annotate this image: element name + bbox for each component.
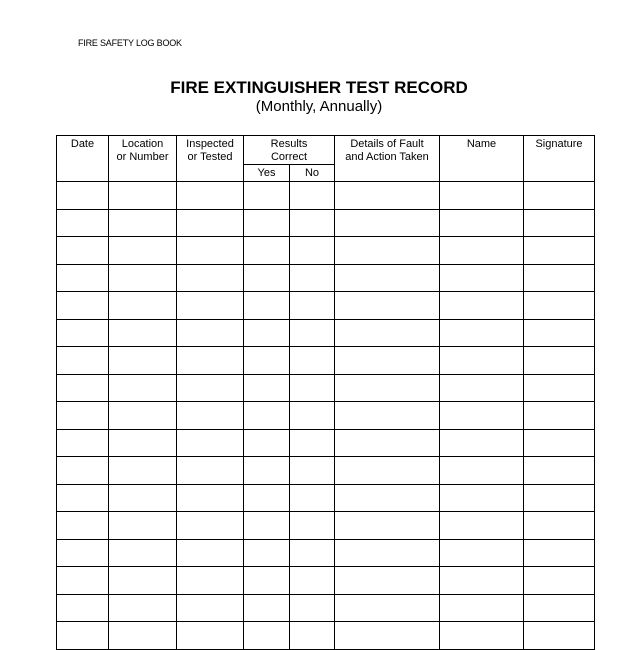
page-subtitle: (Monthly, Annually) <box>255 98 383 115</box>
table-row <box>57 182 595 210</box>
inspected-cell[interactable] <box>177 429 244 457</box>
test-record-table <box>56 135 595 650</box>
inspected-cell[interactable] <box>177 484 244 512</box>
yes-cell[interactable] <box>244 594 290 622</box>
date-cell[interactable] <box>57 237 109 265</box>
signature-cell[interactable] <box>524 594 595 622</box>
no-cell[interactable] <box>290 512 335 540</box>
location-cell[interactable] <box>109 319 177 347</box>
table-row <box>57 539 595 567</box>
column-header-date: Date <box>57 136 109 182</box>
yes-cell[interactable] <box>244 264 290 292</box>
table-row <box>57 264 595 292</box>
date-cell[interactable] <box>57 594 109 622</box>
location-cell[interactable] <box>109 539 177 567</box>
name-cell[interactable] <box>440 484 524 512</box>
date-cell[interactable] <box>57 567 109 595</box>
name-cell[interactable] <box>440 209 524 237</box>
record-rows <box>57 182 595 650</box>
yes-cell[interactable] <box>244 539 290 567</box>
location-cell[interactable] <box>109 429 177 457</box>
inspected-cell[interactable] <box>177 567 244 595</box>
column-header-results: Results Correct <box>244 136 335 165</box>
table-row <box>57 319 595 347</box>
inspected-cell[interactable] <box>177 319 244 347</box>
table-row <box>57 374 595 402</box>
no-cell[interactable] <box>290 319 335 347</box>
table-row <box>57 457 595 485</box>
location-cell[interactable] <box>109 457 177 485</box>
column-header-name: Name <box>440 136 524 182</box>
table-row <box>57 237 595 265</box>
name-cell[interactable] <box>440 594 524 622</box>
yes-cell[interactable] <box>244 292 290 320</box>
yes-cell[interactable] <box>244 182 290 210</box>
name-cell[interactable] <box>440 539 524 567</box>
no-cell[interactable] <box>290 594 335 622</box>
details-cell[interactable] <box>335 182 440 210</box>
details-cell[interactable] <box>335 512 440 540</box>
yes-cell[interactable] <box>244 374 290 402</box>
no-cell[interactable] <box>290 567 335 595</box>
yes-cell[interactable] <box>244 512 290 540</box>
inspected-cell[interactable] <box>177 264 244 292</box>
details-cell[interactable] <box>335 484 440 512</box>
location-cell[interactable] <box>109 484 177 512</box>
yes-cell[interactable] <box>244 429 290 457</box>
no-cell[interactable] <box>290 429 335 457</box>
date-cell[interactable] <box>57 374 109 402</box>
name-cell[interactable] <box>440 182 524 210</box>
yes-cell[interactable] <box>244 319 290 347</box>
details-cell[interactable] <box>335 429 440 457</box>
details-cell[interactable] <box>335 567 440 595</box>
signature-cell[interactable] <box>524 319 595 347</box>
details-cell[interactable] <box>335 264 440 292</box>
column-header-signature: Signature <box>524 136 595 182</box>
column-header-yes: Yes <box>244 165 290 182</box>
no-cell[interactable] <box>290 182 335 210</box>
inspected-cell[interactable] <box>177 457 244 485</box>
inspected-cell[interactable] <box>177 347 244 375</box>
location-cell[interactable] <box>109 264 177 292</box>
date-cell[interactable] <box>57 484 109 512</box>
yes-cell[interactable] <box>244 347 290 375</box>
date-cell[interactable] <box>57 347 109 375</box>
inspected-cell[interactable] <box>177 512 244 540</box>
signature-cell[interactable] <box>524 264 595 292</box>
details-cell[interactable] <box>335 374 440 402</box>
details-cell[interactable] <box>335 402 440 430</box>
name-cell[interactable] <box>440 429 524 457</box>
details-cell[interactable] <box>335 594 440 622</box>
table-row <box>57 347 595 375</box>
signature-cell[interactable] <box>524 622 595 650</box>
page-title: FIRE EXTINGUISHER TEST RECORD <box>170 78 468 97</box>
location-cell[interactable] <box>109 622 177 650</box>
no-cell[interactable] <box>290 292 335 320</box>
no-cell[interactable] <box>290 484 335 512</box>
location-cell[interactable] <box>109 182 177 210</box>
inspected-cell[interactable] <box>177 594 244 622</box>
signature-cell[interactable] <box>524 512 595 540</box>
inspected-cell[interactable] <box>177 539 244 567</box>
signature-cell[interactable] <box>524 484 595 512</box>
location-cell[interactable] <box>109 512 177 540</box>
location-cell[interactable] <box>109 347 177 375</box>
date-cell[interactable] <box>57 264 109 292</box>
inspected-cell[interactable] <box>177 209 244 237</box>
signature-cell[interactable] <box>524 402 595 430</box>
column-header-inspected: Inspected or Tested <box>177 136 244 182</box>
inspected-cell[interactable] <box>177 182 244 210</box>
no-cell[interactable] <box>290 457 335 485</box>
name-cell[interactable] <box>440 264 524 292</box>
yes-cell[interactable] <box>244 457 290 485</box>
date-cell[interactable] <box>57 209 109 237</box>
column-header-no: No <box>290 165 335 182</box>
signature-cell[interactable] <box>524 429 595 457</box>
location-cell[interactable] <box>109 292 177 320</box>
yes-cell[interactable] <box>244 402 290 430</box>
no-cell[interactable] <box>290 374 335 402</box>
column-header-location: Location or Number <box>109 136 177 182</box>
table-row <box>57 209 595 237</box>
inspected-cell[interactable] <box>177 237 244 265</box>
signature-cell[interactable] <box>524 209 595 237</box>
column-header-details: Details of Fault and Action Taken <box>335 136 440 182</box>
location-cell[interactable] <box>109 402 177 430</box>
date-cell[interactable] <box>57 319 109 347</box>
yes-cell[interactable] <box>244 237 290 265</box>
table-row <box>57 567 595 595</box>
inspected-cell[interactable] <box>177 374 244 402</box>
signature-cell[interactable] <box>524 539 595 567</box>
signature-cell[interactable] <box>524 292 595 320</box>
inspected-cell[interactable] <box>177 292 244 320</box>
location-cell[interactable] <box>109 594 177 622</box>
signature-cell[interactable] <box>524 347 595 375</box>
no-cell[interactable] <box>290 264 335 292</box>
location-cell[interactable] <box>109 209 177 237</box>
table-row <box>57 484 595 512</box>
no-cell[interactable] <box>290 402 335 430</box>
details-cell[interactable] <box>335 347 440 375</box>
name-cell[interactable] <box>440 319 524 347</box>
signature-cell[interactable] <box>524 374 595 402</box>
date-cell[interactable] <box>57 182 109 210</box>
header-row <box>57 136 595 165</box>
date-cell[interactable] <box>57 402 109 430</box>
inspected-cell[interactable] <box>177 622 244 650</box>
logbook-header-label: FIRE SAFETY LOG BOOK <box>78 38 182 48</box>
yes-cell[interactable] <box>244 567 290 595</box>
no-cell[interactable] <box>290 237 335 265</box>
table-row <box>57 292 595 320</box>
signature-cell[interactable] <box>524 567 595 595</box>
date-cell[interactable] <box>57 292 109 320</box>
name-cell[interactable] <box>440 292 524 320</box>
details-cell[interactable] <box>335 319 440 347</box>
yes-cell[interactable] <box>244 484 290 512</box>
details-cell[interactable] <box>335 209 440 237</box>
name-cell[interactable] <box>440 567 524 595</box>
signature-cell[interactable] <box>524 182 595 210</box>
yes-cell[interactable] <box>244 209 290 237</box>
name-cell[interactable] <box>440 402 524 430</box>
table-row <box>57 622 595 650</box>
name-cell[interactable] <box>440 622 524 650</box>
location-cell[interactable] <box>109 374 177 402</box>
table-row <box>57 594 595 622</box>
details-cell[interactable] <box>335 539 440 567</box>
date-cell[interactable] <box>57 457 109 485</box>
table-row <box>57 512 595 540</box>
name-cell[interactable] <box>440 237 524 265</box>
signature-cell[interactable] <box>524 457 595 485</box>
inspected-cell[interactable] <box>177 402 244 430</box>
table-row <box>57 402 595 430</box>
date-cell[interactable] <box>57 512 109 540</box>
date-cell[interactable] <box>57 539 109 567</box>
signature-cell[interactable] <box>524 237 595 265</box>
name-cell[interactable] <box>440 347 524 375</box>
no-cell[interactable] <box>290 622 335 650</box>
location-cell[interactable] <box>109 567 177 595</box>
no-cell[interactable] <box>290 347 335 375</box>
table-row <box>57 429 595 457</box>
name-cell[interactable] <box>440 457 524 485</box>
details-cell[interactable] <box>335 237 440 265</box>
no-cell[interactable] <box>290 539 335 567</box>
name-cell[interactable] <box>440 374 524 402</box>
details-cell[interactable] <box>335 292 440 320</box>
location-cell[interactable] <box>109 237 177 265</box>
yes-cell[interactable] <box>244 622 290 650</box>
no-cell[interactable] <box>290 209 335 237</box>
details-cell[interactable] <box>335 457 440 485</box>
details-cell[interactable] <box>335 622 440 650</box>
date-cell[interactable] <box>57 429 109 457</box>
date-cell[interactable] <box>57 622 109 650</box>
name-cell[interactable] <box>440 512 524 540</box>
